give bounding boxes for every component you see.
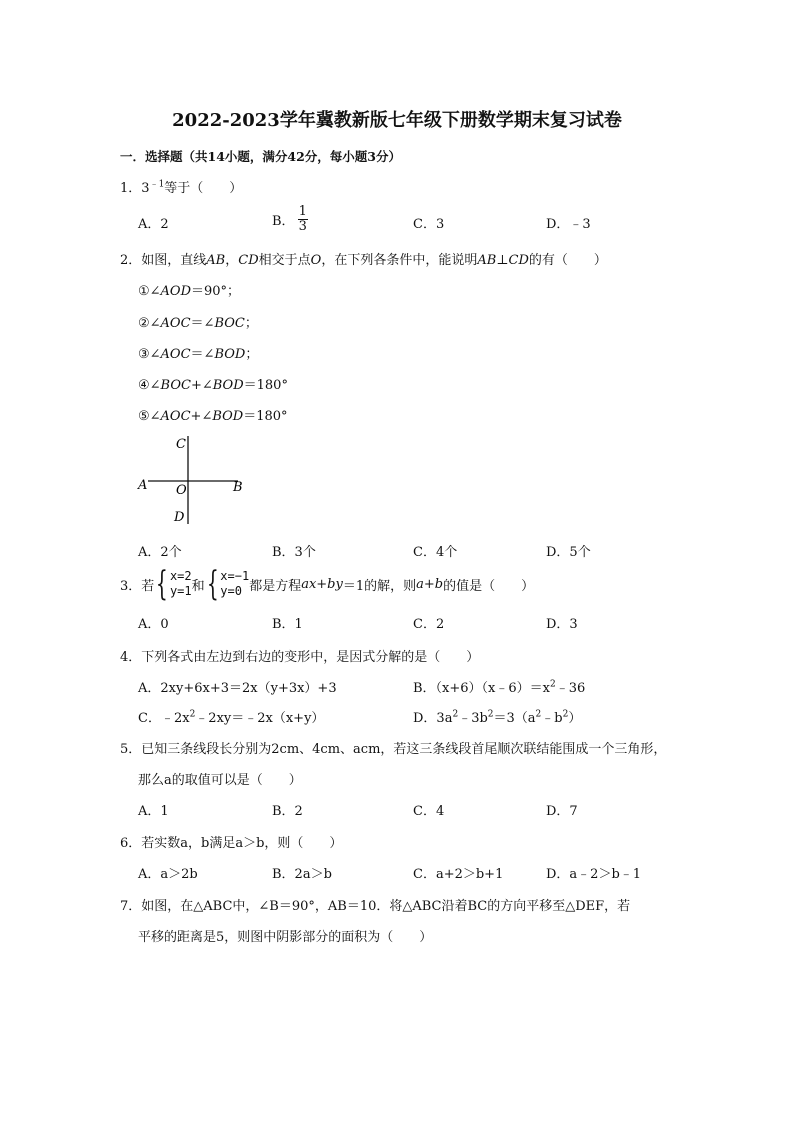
q2-condition-5	[138, 405, 288, 424]
left-brace-icon: {	[206, 564, 219, 604]
option-text: ﹣b	[541, 711, 563, 726]
q2-option-a: A．2个	[138, 545, 182, 560]
question-number: 4．	[120, 650, 142, 665]
stem-text: 的值是（ ）	[443, 578, 535, 594]
question-2-stem	[120, 249, 607, 268]
angle-name: AOC	[160, 316, 191, 331]
cond-mid: +∠	[190, 409, 213, 424]
left-brace-icon: {	[156, 564, 169, 604]
stem-text: 如图，直线	[141, 253, 207, 268]
line-cd: CD	[238, 253, 259, 268]
exponent: 2	[189, 709, 196, 720]
intersecting-lines-figure	[132, 432, 252, 526]
label-o: O	[176, 483, 187, 498]
angle-name: BOD	[212, 409, 244, 424]
q1-option-c: C．3	[413, 217, 445, 232]
q6-option-a: A．a＞2b	[138, 867, 198, 882]
option-text: ﹣2xy＝﹣2x（x+y）	[195, 711, 325, 726]
q6-option-c: C．a+2＞b+1	[413, 867, 504, 882]
cond-tail: ＝180°	[243, 409, 288, 424]
cond-prefix: ④∠	[138, 378, 161, 393]
option-text: D．3a	[413, 711, 453, 726]
q1-tail: 等于（ ）	[164, 181, 243, 196]
question-7-stem-line1	[120, 895, 630, 914]
option-text: ﹣3b	[458, 711, 488, 726]
page-title: 2022-2023学年冀教新版七年级下册数学期末复习试卷	[172, 110, 622, 131]
option-text: ﹣36	[555, 681, 586, 696]
option-text: ＝3（a	[493, 711, 536, 726]
q4-option-d	[413, 707, 581, 726]
equation-system-1	[154, 564, 192, 604]
q1-exponent: ﹣1	[149, 179, 165, 190]
q2-condition-4	[138, 374, 288, 393]
cond-mid: ＝∠	[190, 347, 215, 362]
label-c: C	[176, 437, 186, 452]
stem-text: 的有（ ）	[528, 253, 607, 268]
question-5-stem-line2: 那么a的取值可以是（ ）	[138, 773, 302, 788]
label-b: B	[233, 480, 243, 495]
question-number: 5．	[120, 742, 142, 757]
stem-text: ，	[225, 253, 239, 268]
point-o: O	[310, 253, 322, 268]
cond-prefix: ②∠	[138, 316, 161, 331]
angle-name: BOC	[160, 378, 191, 393]
cond-mid: +∠	[190, 378, 213, 393]
q1-option-b	[272, 205, 308, 234]
question-6-stem	[120, 832, 342, 851]
exponent: 2	[562, 709, 569, 720]
question-number: 7．	[120, 899, 142, 914]
q2-option-d: D．5个	[546, 545, 591, 560]
equation-expr: ax+by	[301, 576, 343, 592]
q5-option-d: D．7	[546, 804, 578, 819]
stem-text: ，在下列各条件中，能说明	[321, 253, 478, 268]
q3-option-d: D．3	[546, 617, 578, 632]
exponent: 2	[535, 709, 542, 720]
question-4-stem	[120, 646, 479, 665]
exponent: 2	[452, 709, 459, 720]
stem-text: 如图，在△ABC中，∠B＝90°，AB＝10．将△ABC沿着BC的方向平移至△DEF，若	[141, 899, 631, 914]
q4-option-c	[138, 707, 324, 726]
q6-option-d: D．a﹣2＞b﹣1	[546, 867, 642, 882]
fraction-numerator: 1	[298, 204, 307, 219]
q6-option-b: B．2a＞b	[272, 867, 332, 882]
cond-tail: ＝90°；	[191, 284, 241, 299]
option-text: C．﹣2x	[138, 711, 190, 726]
stem-text: 已知三条线段长分别为2cm、4cm、acm，若这三条线段首尾顺次联结能围成一个三角形，	[141, 742, 667, 757]
question-number: 6．	[120, 836, 142, 851]
cond-tail: ；	[244, 316, 258, 331]
q5-option-c: C．4	[413, 804, 445, 819]
q4-option-b	[413, 677, 585, 696]
q2-condition-2	[138, 312, 258, 331]
q1-option-b-label: B．	[272, 214, 295, 229]
angle-name: BOD	[212, 378, 244, 393]
question-3-stem	[120, 566, 534, 602]
question-number: 3．	[120, 578, 142, 594]
stem-text: 都是方程	[249, 578, 302, 594]
q3-option-c: C．2	[413, 617, 445, 632]
angle-name: BOD	[214, 347, 246, 362]
stem-text: 和	[191, 578, 205, 594]
system-row: x=2	[169, 569, 192, 583]
q3-option-b: B．1	[272, 617, 303, 632]
option-text: ）	[568, 711, 582, 726]
question-5-stem-line1	[120, 738, 666, 757]
q5-option-b: B．2	[272, 804, 303, 819]
cond-prefix: ③∠	[138, 347, 161, 362]
system-row: y=1	[169, 584, 192, 598]
angle-name: AOC	[160, 409, 191, 424]
system-row: x=−1	[220, 569, 250, 583]
q2-option-c: C．4个	[413, 545, 458, 560]
stem-text: 相交于点	[258, 253, 311, 268]
stem-text: 若	[141, 578, 155, 594]
q1-base: 3	[141, 181, 150, 196]
option-text: B．（x+6）（x﹣6）＝x	[413, 681, 550, 696]
perpendicular-statement: AB⊥CD	[477, 253, 529, 268]
system-row: y=0	[220, 584, 242, 598]
q3-option-a: A．0	[138, 617, 169, 632]
angle-name: AOD	[160, 284, 192, 299]
cond-tail: ＝180°	[243, 378, 288, 393]
q1-option-a: A．2	[138, 217, 169, 232]
exponent: 2	[549, 679, 556, 690]
cond-mid: ＝∠	[190, 316, 215, 331]
q2-condition-1	[138, 280, 240, 299]
equation-system-2	[205, 564, 250, 604]
cond-prefix: ①∠	[138, 284, 161, 299]
sum-expr: a+b	[416, 576, 444, 592]
question-1-stem	[120, 177, 242, 196]
q2-option-b: B．3个	[272, 545, 316, 560]
section-heading: 一．选择题（共14小题，满分42分，每小题3分）	[120, 149, 401, 164]
stem-text: 若实数a，b满足a＞b，则（ ）	[141, 836, 343, 851]
label-a: A	[138, 478, 148, 493]
q4-option-a: A．2xy+6x+3＝2x（y+3x）+3	[138, 681, 337, 696]
angle-name: BOC	[214, 316, 245, 331]
q5-option-a: A．1	[138, 804, 169, 819]
stem-text: 下列各式由左边到右边的变形中，是因式分解的是（ ）	[141, 650, 480, 665]
question-number: 1．	[120, 181, 142, 196]
q1-option-d: D．﹣3	[546, 217, 591, 232]
question-7-stem-line2: 平移的距离是5，则图中阴影部分的面积为（ ）	[138, 930, 433, 945]
stem-text: ＝1的解，则	[342, 578, 417, 594]
label-d: D	[174, 510, 185, 525]
fraction-denominator: 3	[298, 219, 307, 234]
cond-tail: ；	[245, 347, 259, 362]
fraction	[298, 205, 308, 234]
q2-condition-3	[138, 343, 258, 362]
angle-name: AOC	[160, 347, 191, 362]
line-ab: AB	[206, 253, 226, 268]
cond-prefix: ⑤∠	[138, 409, 161, 424]
question-number: 2．	[120, 253, 142, 268]
exponent: 2	[487, 709, 494, 720]
